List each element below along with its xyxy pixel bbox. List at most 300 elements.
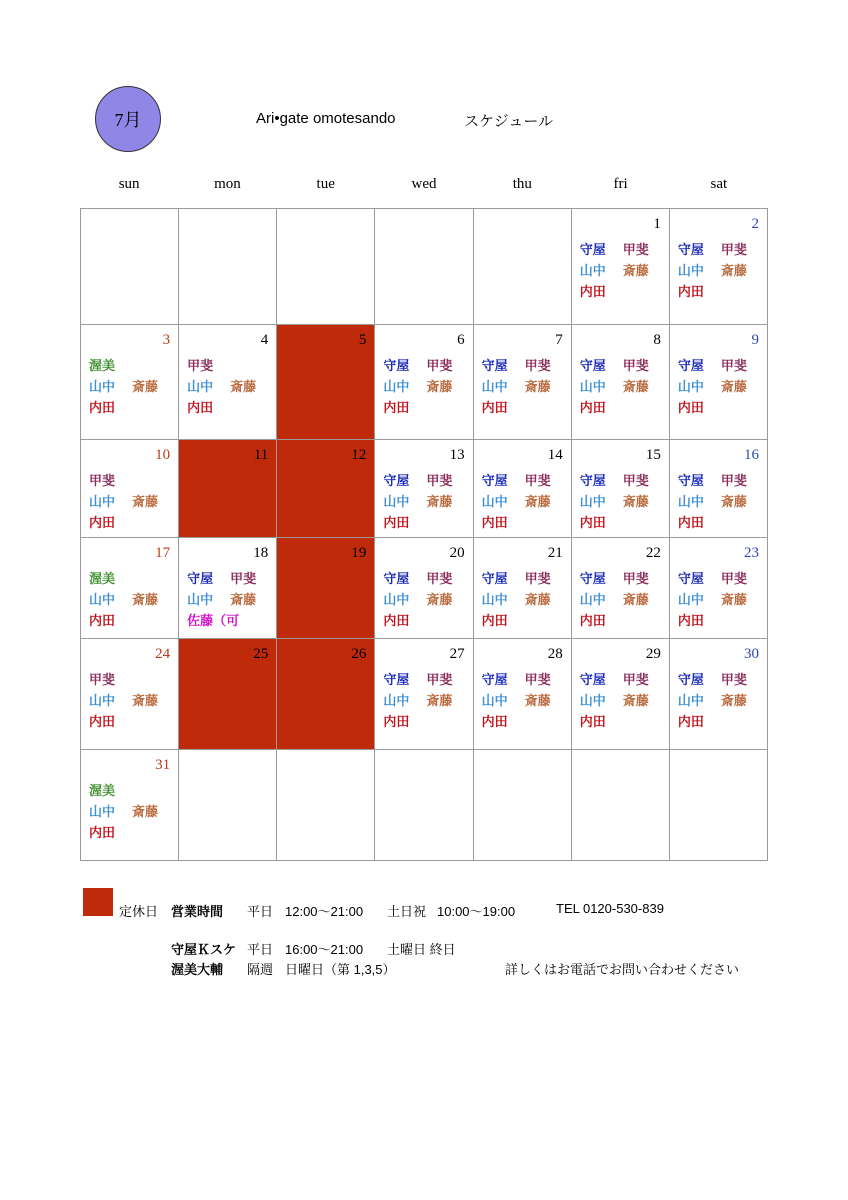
day-cell	[571, 538, 669, 639]
staff-row	[580, 568, 665, 589]
staff-name: 斎藤	[132, 379, 159, 394]
day-cell	[179, 750, 277, 861]
staff-name: 甲斐	[89, 672, 116, 687]
staff-list	[580, 669, 665, 732]
day-cell	[473, 209, 571, 325]
staff-row	[482, 397, 567, 418]
schedule-calendar	[80, 208, 768, 861]
staff-name: 内田	[89, 825, 116, 840]
staff-row	[187, 589, 272, 610]
weekday-sun: sun	[118, 176, 140, 192]
staff-name: 渥美	[89, 783, 116, 798]
staff-list	[678, 239, 763, 302]
staff-name: 守屋	[677, 571, 704, 586]
staff-name: 内田	[187, 400, 214, 415]
staff-name: 内田	[383, 714, 410, 729]
staff-row	[383, 491, 468, 512]
day-cell	[81, 750, 179, 861]
staff-name: 佐藤（可	[187, 613, 240, 628]
staff-name: 山中	[383, 379, 410, 394]
staff-row	[89, 711, 174, 732]
staff-row	[678, 239, 763, 260]
k-weekday-hours: 16:00〜21:00	[285, 942, 364, 957]
staff-name: 甲斐	[720, 242, 747, 257]
staff-name: 斎藤	[720, 494, 747, 509]
day-cell	[277, 209, 375, 325]
staff-row	[678, 711, 763, 732]
staff-name: 甲斐	[426, 358, 453, 373]
day-cell	[669, 209, 767, 325]
day-number: 14	[547, 447, 563, 463]
staff-list	[187, 568, 272, 631]
staff-name: 山中	[383, 592, 410, 607]
day-number: 16	[744, 447, 759, 463]
week-row	[81, 639, 768, 750]
day-cell	[571, 750, 669, 861]
staff-name: 内田	[89, 714, 116, 729]
staff-row	[678, 568, 763, 589]
day-cell	[375, 440, 473, 538]
staff-row	[678, 397, 763, 418]
staff-row	[383, 568, 468, 589]
staff-name: 内田	[677, 284, 704, 299]
day-number: 12	[351, 447, 367, 463]
weekday-fri: fri	[613, 176, 628, 192]
staff-row	[678, 355, 763, 376]
staff-row	[89, 801, 174, 822]
staff-name: 守屋	[579, 242, 606, 257]
a-days: 日曜日（第 1,3,5）	[285, 962, 396, 977]
staff-row	[482, 568, 567, 589]
day-number: 17	[155, 545, 171, 561]
staff-list	[580, 355, 665, 418]
staff-row	[580, 491, 665, 512]
staff-list	[89, 669, 174, 732]
week-row	[81, 538, 768, 639]
day-number: 24	[155, 646, 171, 662]
staff-name: 甲斐	[524, 571, 551, 586]
staff-row	[580, 239, 665, 260]
day-cell	[81, 325, 179, 440]
weekday-sat: sat	[710, 176, 728, 192]
day-cell	[669, 440, 767, 538]
day-cell	[277, 440, 375, 538]
staff-row	[678, 669, 763, 690]
staff-row	[89, 589, 174, 610]
staff-name: 山中	[383, 693, 410, 708]
staff-row	[383, 610, 468, 631]
weekday-header	[80, 176, 768, 193]
staff-row	[383, 512, 468, 533]
staff-name: 守屋	[481, 672, 508, 687]
staff-row	[89, 690, 174, 711]
staff-name: 山中	[89, 804, 116, 819]
staff-name: 守屋	[481, 473, 508, 488]
staff-list	[89, 568, 174, 631]
staff-name: 斎藤	[720, 263, 747, 278]
day-number: 29	[645, 646, 661, 662]
staff-row	[580, 589, 665, 610]
staff-name: 斎藤	[524, 379, 551, 394]
staff-name: 甲斐	[524, 358, 551, 373]
staff-row	[89, 470, 174, 491]
day-number: 13	[449, 447, 465, 463]
day-number: 31	[155, 757, 171, 773]
day-cell	[669, 538, 767, 639]
day-cell	[375, 639, 473, 750]
weekday-thu: thu	[512, 176, 532, 192]
staff-list	[89, 355, 174, 418]
staff-row	[678, 512, 763, 533]
hours-label: 営業時間	[171, 904, 224, 919]
staff-list	[482, 355, 567, 418]
day-cell	[473, 750, 571, 861]
staff-name: 甲斐	[622, 242, 649, 257]
staff-name: 斎藤	[132, 804, 159, 819]
staff-list	[580, 568, 665, 631]
staff-row	[187, 397, 272, 418]
staff-name: 守屋	[383, 672, 410, 687]
staff-name: 山中	[481, 379, 508, 394]
day-number: 4	[260, 332, 269, 348]
staff-name: 内田	[677, 714, 704, 729]
staff-row	[678, 260, 763, 281]
staff-list	[89, 780, 174, 843]
week-row	[81, 325, 768, 440]
staff-name: 甲斐	[426, 571, 453, 586]
staff-name: 山中	[579, 693, 606, 708]
week-row	[81, 209, 768, 325]
staff-name: 甲斐	[720, 571, 747, 586]
a-frequency: 隔週	[247, 962, 274, 977]
day-number: 25	[253, 646, 269, 662]
staff-name: 山中	[481, 693, 508, 708]
day-number: 3	[162, 332, 171, 348]
staff-name: 山中	[89, 693, 116, 708]
day-cell	[669, 639, 767, 750]
closed-legend-label: 定休日	[119, 904, 159, 919]
staff-row	[187, 376, 272, 397]
staff-row	[89, 355, 174, 376]
day-number: 20	[449, 545, 465, 561]
day-cell	[669, 750, 767, 861]
staff-row	[89, 491, 174, 512]
staff-name: 守屋	[383, 473, 410, 488]
staff-name: 守屋	[481, 571, 508, 586]
staff-row	[580, 397, 665, 418]
weekday-tue: tue	[316, 176, 335, 192]
staff-row	[678, 281, 763, 302]
day-cell	[81, 209, 179, 325]
staff-name: 甲斐	[720, 672, 747, 687]
month-label: 7月	[114, 110, 142, 130]
staff-name: 斎藤	[132, 693, 159, 708]
staff-name: 山中	[481, 592, 508, 607]
staff-name: 斎藤	[524, 494, 551, 509]
staff-name: 山中	[89, 592, 116, 607]
staff-name: 内田	[481, 515, 508, 530]
day-number: 9	[751, 332, 759, 348]
staff-name: 甲斐	[524, 473, 551, 488]
staff-name: 内田	[481, 613, 508, 628]
closed-legend-swatch	[83, 888, 113, 916]
staff-name: 斎藤	[524, 693, 551, 708]
staff-name: 山中	[579, 494, 606, 509]
staff-row	[187, 355, 272, 376]
staff-name: 斎藤	[720, 592, 747, 607]
staff-name: 斎藤	[524, 592, 551, 607]
staff-name: 守屋	[383, 358, 410, 373]
day-cell	[375, 750, 473, 861]
staff-name: 山中	[481, 494, 508, 509]
staff-name: 内田	[89, 613, 116, 628]
staff-name: 守屋	[579, 473, 606, 488]
page-subtitle: スケジュール	[464, 113, 554, 130]
staff-row	[678, 376, 763, 397]
staff-name: 山中	[677, 379, 704, 394]
staff-name: 内田	[383, 613, 410, 628]
day-cell	[473, 639, 571, 750]
page-title: Ari•gate omotesando	[256, 110, 396, 127]
staff-row	[482, 690, 567, 711]
staff-row	[89, 669, 174, 690]
staff-name: 斎藤	[426, 494, 453, 509]
day-cell	[571, 325, 669, 440]
staff-row	[383, 690, 468, 711]
staff-row	[383, 470, 468, 491]
staff-name: 守屋	[579, 571, 606, 586]
staff-name: 斎藤	[132, 494, 159, 509]
staff-name: 内田	[579, 714, 606, 729]
day-number: 15	[645, 447, 661, 463]
staff-name: 山中	[187, 379, 214, 394]
hours-weekend-label: 土日祝	[387, 904, 427, 919]
staff-row	[580, 281, 665, 302]
staff-name: 甲斐	[720, 473, 747, 488]
staff-name: 内田	[677, 400, 704, 415]
k-staff-name: 守屋Ｋスケ	[171, 942, 237, 957]
staff-row	[678, 610, 763, 631]
staff-row	[89, 610, 174, 631]
staff-row	[580, 470, 665, 491]
day-cell	[277, 325, 375, 440]
staff-list	[678, 669, 763, 732]
month-badge	[95, 86, 161, 152]
staff-name: 守屋	[677, 242, 704, 257]
staff-name: 山中	[579, 263, 606, 278]
staff-name: 甲斐	[89, 473, 116, 488]
staff-name: 内田	[383, 515, 410, 530]
contact-note: 詳しくはお電話でお問い合わせください	[505, 962, 740, 977]
day-number: 10	[155, 447, 171, 463]
hours-weekday-value: 12:00〜21:00	[285, 904, 364, 919]
staff-name: 山中	[187, 592, 214, 607]
staff-name: 斎藤	[230, 379, 257, 394]
staff-row	[678, 491, 763, 512]
staff-row	[383, 376, 468, 397]
staff-row	[89, 376, 174, 397]
staff-list	[678, 568, 763, 631]
day-cell	[571, 639, 669, 750]
staff-name: 山中	[677, 693, 704, 708]
day-cell	[669, 325, 767, 440]
staff-name: 斎藤	[132, 592, 159, 607]
k-saturday: 土曜日 終日	[387, 942, 456, 957]
staff-row	[89, 397, 174, 418]
staff-name: 山中	[89, 494, 116, 509]
day-number: 5	[358, 332, 367, 348]
day-number: 27	[449, 646, 465, 662]
staff-list	[482, 669, 567, 732]
weekday-mon: mon	[214, 176, 241, 192]
day-cell	[179, 639, 277, 750]
day-number: 19	[351, 545, 367, 561]
staff-name: 甲斐	[622, 571, 649, 586]
day-cell	[277, 750, 375, 861]
staff-row	[580, 376, 665, 397]
staff-name: 内田	[89, 515, 116, 530]
staff-name: 斎藤	[622, 379, 649, 394]
staff-name: 斎藤	[622, 693, 649, 708]
staff-row	[482, 610, 567, 631]
staff-name: 斎藤	[426, 693, 453, 708]
staff-name: 守屋	[677, 473, 704, 488]
staff-row	[89, 512, 174, 533]
staff-row	[383, 711, 468, 732]
day-number: 22	[645, 545, 661, 561]
day-number: 23	[744, 545, 759, 561]
staff-name: 甲斐	[187, 358, 214, 373]
day-number: 18	[253, 545, 269, 561]
day-cell	[473, 538, 571, 639]
day-number: 7	[555, 332, 563, 348]
staff-name: 甲斐	[524, 672, 551, 687]
week-row	[81, 440, 768, 538]
staff-name: 山中	[677, 592, 704, 607]
staff-row	[678, 589, 763, 610]
staff-list	[89, 470, 174, 533]
staff-row	[383, 355, 468, 376]
staff-row	[580, 690, 665, 711]
staff-list	[383, 355, 468, 418]
staff-row	[580, 711, 665, 732]
hours-weekday-label: 平日	[247, 904, 274, 919]
day-cell	[179, 538, 277, 639]
staff-name: 内田	[579, 613, 606, 628]
day-cell	[571, 209, 669, 325]
day-number: 1	[653, 216, 661, 232]
day-number: 8	[653, 332, 661, 348]
staff-name: 守屋	[677, 358, 704, 373]
staff-name: 山中	[383, 494, 410, 509]
staff-name: 内田	[579, 515, 606, 530]
staff-list	[383, 568, 468, 631]
staff-name: 甲斐	[230, 571, 257, 586]
k-weekday-label: 平日	[247, 942, 274, 957]
day-cell	[179, 209, 277, 325]
day-number: 28	[547, 646, 563, 662]
staff-row	[482, 669, 567, 690]
day-number: 6	[457, 332, 465, 348]
staff-name: 斎藤	[622, 494, 649, 509]
staff-list	[383, 669, 468, 732]
staff-list	[580, 470, 665, 533]
staff-name: 守屋	[677, 672, 704, 687]
staff-list	[678, 470, 763, 533]
staff-name: 山中	[677, 494, 704, 509]
staff-name: 山中	[579, 379, 606, 394]
staff-list	[383, 470, 468, 533]
staff-name: 斎藤	[426, 592, 453, 607]
day-cell	[179, 440, 277, 538]
staff-name: 内田	[579, 284, 606, 299]
staff-name: 内田	[383, 400, 410, 415]
staff-name: 山中	[579, 592, 606, 607]
staff-row	[580, 512, 665, 533]
weekday-wed: wed	[411, 176, 437, 192]
staff-row	[383, 397, 468, 418]
staff-name: 内田	[481, 714, 508, 729]
staff-list	[482, 568, 567, 631]
staff-row	[482, 491, 567, 512]
staff-name: 内田	[579, 400, 606, 415]
staff-row	[89, 822, 174, 843]
day-number: 21	[547, 545, 563, 561]
staff-name: 内田	[89, 400, 116, 415]
staff-row	[482, 376, 567, 397]
staff-list	[580, 239, 665, 302]
staff-name: 内田	[677, 613, 704, 628]
day-cell	[81, 639, 179, 750]
week-row	[81, 750, 768, 861]
staff-name: 守屋	[481, 358, 508, 373]
staff-name: 渥美	[89, 358, 116, 373]
staff-name: 斎藤	[720, 379, 747, 394]
day-cell	[277, 639, 375, 750]
day-cell	[81, 440, 179, 538]
phone-number: TEL 0120-530-839	[556, 901, 664, 916]
staff-name: 守屋	[579, 358, 606, 373]
staff-list	[187, 355, 272, 418]
staff-name: 斎藤	[426, 379, 453, 394]
day-cell	[375, 325, 473, 440]
staff-name: 甲斐	[720, 358, 747, 373]
hours-weekend-value: 10:00〜19:00	[437, 904, 516, 919]
staff-name: 渥美	[89, 571, 116, 586]
staff-name: 山中	[677, 263, 704, 278]
staff-name: 守屋	[579, 672, 606, 687]
staff-row	[89, 780, 174, 801]
staff-row	[482, 355, 567, 376]
day-cell	[81, 538, 179, 639]
staff-name: 内田	[481, 400, 508, 415]
staff-name: 斎藤	[720, 693, 747, 708]
day-number: 26	[351, 646, 367, 662]
day-number: 11	[253, 447, 269, 463]
staff-name: 甲斐	[622, 473, 649, 488]
staff-row	[678, 690, 763, 711]
staff-name: 甲斐	[622, 358, 649, 373]
day-number: 2	[751, 216, 759, 232]
staff-row	[580, 260, 665, 281]
staff-name: 斎藤	[230, 592, 257, 607]
day-cell	[571, 440, 669, 538]
staff-row	[187, 568, 272, 589]
staff-list	[678, 355, 763, 418]
day-cell	[473, 440, 571, 538]
staff-row	[482, 512, 567, 533]
a-staff-name: 渥美大輔	[171, 962, 224, 977]
